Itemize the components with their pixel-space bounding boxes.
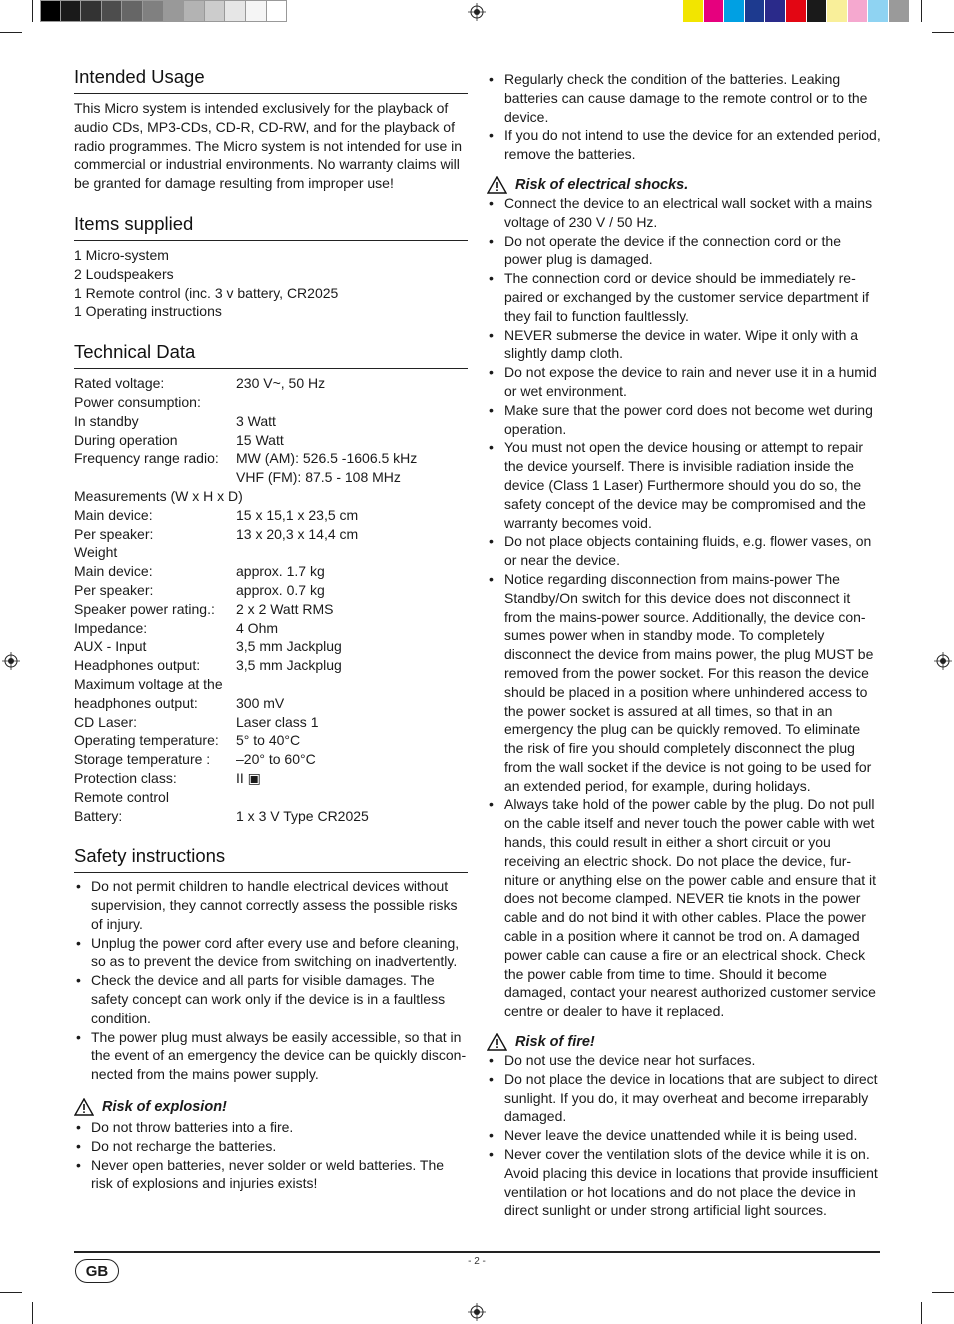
table-row	[74, 656, 468, 675]
spec-label: Battery:	[74, 807, 123, 824]
spec-label: Remote control	[74, 788, 169, 805]
color-swatch	[184, 0, 205, 22]
spec-value: VHF (FM): 87.5 - 108 MHz	[236, 469, 401, 486]
technical-data-section	[74, 341, 468, 825]
spec-label: Main device:	[74, 563, 153, 580]
spec-value	[223, 675, 468, 694]
table-row	[74, 393, 468, 412]
list-item: 1 Operating instructions	[74, 303, 222, 320]
color-swatch	[868, 0, 889, 22]
safety-instructions-heading: Safety instructions	[74, 845, 468, 873]
warning-triangle-icon	[487, 1033, 507, 1051]
spec-value: approx. 1.7 kg	[236, 563, 325, 580]
cmyk-color-bar	[683, 0, 910, 22]
spec-value: II ▣	[236, 769, 261, 786]
warning-triangle-icon	[74, 1098, 94, 1116]
items-supplied-heading: Items supplied	[74, 213, 468, 241]
list-item: • Do not operate the device if the connection cord or the power plug is damaged.	[487, 232, 881, 270]
color-swatch	[765, 0, 786, 22]
list-item: • Do not use the device near hot surfaces.	[487, 1051, 881, 1070]
fire-warning-list	[487, 1051, 881, 1220]
spec-value: 1 x 3 V Type CR2025	[236, 807, 369, 824]
spec-value: MW (AM): 526.5 -1606.5 kHz	[236, 450, 418, 467]
spec-value: 3 Watt	[236, 412, 276, 429]
spec-label: Impedance:	[74, 619, 148, 636]
electrical-warning-heading	[487, 176, 881, 194]
spec-value: –20° to 60°C	[236, 751, 316, 768]
color-swatch	[81, 0, 102, 22]
list-item: 1 Micro-system	[74, 246, 169, 263]
color-swatch	[205, 0, 226, 22]
spec-label: Protection class:	[74, 769, 177, 786]
registration-mark-icon	[934, 652, 952, 670]
electrical-warning-list	[487, 194, 881, 1021]
color-swatch	[164, 0, 185, 22]
table-row	[74, 694, 468, 713]
spec-label: Weight	[74, 544, 118, 561]
list-item: • Do not expose the device to rain and never use it in a humid or wet environment.	[487, 363, 881, 401]
crop-mark	[32, 0, 33, 22]
table-row	[74, 581, 468, 600]
spec-label: In standby	[74, 412, 139, 429]
list-item: • Do not place objects containing fluids, e.g. flower vases, on or near the device.	[487, 532, 881, 570]
list-item: • The power plug must always be easily accessible, so that in the event of an emergency the device can be quickly discon-nected from the mains power supply.	[74, 1028, 468, 1084]
electrical-warning-title: Risk of electrical shocks.	[515, 176, 689, 193]
spec-label: During operation	[74, 431, 178, 448]
list-item: • If you do not intend to use the device for an extended period, remove the batteries.	[487, 126, 881, 164]
registration-mark-icon	[2, 652, 20, 670]
color-swatch	[807, 0, 828, 22]
table-row	[74, 412, 468, 431]
color-swatch	[40, 0, 61, 22]
spec-label	[74, 468, 236, 487]
table-row	[74, 506, 468, 525]
table-row	[74, 562, 468, 581]
list-item: • Never leave the device unattended while it is being used.	[487, 1126, 881, 1145]
list-item: • Notice regarding disconnection from mains-power The Standby/On switch for this device does not disconnect it from the mains-power source. Additionally, the device con-sumes power when in standby mode. To completely disconnect the device from mains power, the plug MUST be removed from the power socket. For this reason the device should be placed in a position where unhindered access to the power socket is assured at all times, so that in an emergency the plug can be quickly removed. To eliminate the risk of fire you should completely disconnect the plug from the wall socket if the device is not going to be used for an extended period, for example, during holidays.	[487, 570, 881, 796]
spec-value: 15 Watt	[236, 431, 284, 448]
spec-value	[169, 788, 468, 807]
safety-instructions-list	[74, 877, 468, 1084]
spec-label: Headphones output:	[74, 657, 201, 674]
spec-label: Operating temperature:	[74, 732, 219, 749]
color-swatch	[745, 0, 766, 22]
grayscale-color-bar	[40, 0, 287, 22]
crop-mark	[32, 1302, 33, 1324]
list-item: • Check the device and all parts for visible damages. The safety concept can work only if the device is in a faultless condition.	[74, 971, 468, 1027]
list-item: • Never open batteries, never solder or weld batteries. The risk of explosions and injuries exists!	[74, 1156, 468, 1194]
table-row	[74, 619, 468, 638]
table-row	[74, 675, 468, 694]
spec-label: Per speaker:	[74, 581, 154, 598]
technical-data-table	[74, 374, 468, 825]
crop-mark	[921, 1302, 922, 1324]
spec-label: Power consumption:	[74, 393, 201, 410]
registration-mark-icon	[468, 3, 486, 21]
color-swatch	[724, 0, 745, 22]
footer-divider	[74, 1251, 880, 1253]
table-row	[74, 600, 468, 619]
right-column	[487, 70, 881, 1220]
table-row	[74, 769, 468, 788]
color-swatch	[683, 0, 704, 22]
color-swatch	[122, 0, 143, 22]
safety-instructions-section	[74, 845, 468, 1193]
items-supplied-list	[74, 246, 468, 321]
table-row	[74, 431, 468, 450]
list-item: • You must not open the device housing or attempt to repair the device yourself. There is invisible radiation inside the device (Class 1 Laser) Furthermore should you do so, the safety concept of the device may be compromised and the warranty becomes void.	[487, 438, 881, 532]
crop-mark	[0, 32, 22, 33]
table-row	[74, 543, 468, 562]
color-swatch	[246, 0, 267, 22]
list-item: • The connection cord or device should be immediately re-paired or exchanged by the customer service department if they fail to function faultlessly.	[487, 269, 881, 325]
list-item: 2 Loudspeakers	[74, 265, 174, 282]
fire-warning-heading	[487, 1033, 881, 1051]
color-swatch	[827, 0, 848, 22]
list-item: • Unplug the power cord after every use and before cleaning, so as to prevent the device from switching on inadvertently.	[74, 934, 468, 972]
spec-value: 2 x 2 Watt RMS	[236, 600, 334, 617]
spec-label: Maximum voltage at the	[74, 675, 223, 692]
table-row	[74, 713, 468, 732]
spec-label: Measurements (W x H x D)	[74, 487, 243, 504]
spec-value: 5° to 40°C	[236, 732, 301, 749]
spec-label: Main device:	[74, 506, 153, 523]
table-row	[74, 807, 468, 826]
spec-value: 300 mV	[236, 694, 285, 711]
spec-label: AUX - Input	[74, 638, 147, 655]
spec-label: Speaker power rating.:	[74, 600, 215, 617]
table-row	[74, 468, 468, 487]
table-row	[74, 788, 468, 807]
color-swatch	[786, 0, 807, 22]
color-swatch	[848, 0, 869, 22]
explosion-warning-heading	[74, 1098, 468, 1116]
spec-value: Laser class 1	[236, 713, 319, 730]
color-swatch	[889, 0, 910, 22]
warning-triangle-icon	[487, 176, 507, 194]
spec-value	[243, 487, 468, 506]
spec-value: 13 x 20,3 x 14,4 cm	[236, 525, 359, 542]
table-row	[74, 449, 468, 468]
spec-value: 4 Ohm	[236, 619, 279, 636]
fire-warning-title: Risk of fire!	[515, 1034, 595, 1051]
table-row	[74, 487, 468, 506]
table-row	[74, 731, 468, 750]
table-row	[74, 750, 468, 769]
list-item: • Do not throw batteries into a fire.	[74, 1118, 468, 1137]
list-item: • Do not place the device in locations that are subject to direct sunlight. If you do, it may overheat and become irreparably damaged.	[487, 1070, 881, 1126]
intended-usage-heading: Intended Usage	[74, 66, 468, 94]
color-swatch	[61, 0, 82, 22]
crop-mark	[932, 1292, 954, 1293]
spec-label: Rated voltage:	[74, 375, 165, 392]
explosion-warning-list	[74, 1118, 468, 1193]
color-swatch	[143, 0, 164, 22]
crop-mark	[0, 1292, 22, 1293]
list-item: • Make sure that the power cord does not become wet during operation.	[487, 401, 881, 439]
explosion-warning-title: Risk of explosion!	[102, 1099, 227, 1116]
spec-value: 230 V~, 50 Hz	[236, 375, 326, 392]
spec-label: Frequency range radio:	[74, 450, 219, 467]
registration-mark-icon	[468, 1303, 486, 1321]
list-item: 1 Remote control (inc. 3 v battery, CR2025	[74, 284, 339, 301]
color-swatch	[267, 0, 288, 22]
spec-label: headphones output:	[74, 694, 198, 711]
spec-value: approx. 0.7 kg	[236, 581, 325, 598]
list-item: • Always take hold of the power cable by the plug. Do not pull on the cable itself and never touch the power cable with wet hands, this could result in either a short circuit or you receiving an electric shock. Do not place the device, fur-niture or anything else on the power cable and ensure that it does not become clamped. NEVER tie knots in the power cable and do not bind it with other cables. Place the power cable in a position where it cannot be trod on. A damaged power cable can cause a fire or an electrical shock. Check the power cable from time to time. Should it become damaged, contact your nearest authorized customer service centre or dealer to have it replaced.	[487, 795, 881, 1021]
spec-label: Storage temperature :	[74, 751, 211, 768]
list-item: • Never cover the ventilation slots of the device while it is on. Avoid placing this device in locations that provide insufficient ventilation or hot locations and do not place the device in direct sunlight or under strong artificial light sources.	[487, 1145, 881, 1220]
page-number: - 2 -	[468, 1256, 486, 1267]
items-supplied-section	[74, 213, 468, 321]
battery-notes-list	[487, 70, 881, 164]
table-row	[74, 374, 468, 393]
color-swatch	[102, 0, 123, 22]
spec-value: 3,5 mm Jackplug	[236, 657, 342, 674]
table-row	[74, 637, 468, 656]
crop-mark	[921, 0, 922, 22]
list-item: • Connect the device to an electrical wall socket with a mains voltage of 230 V / 50 Hz.	[487, 194, 881, 232]
spec-label: CD Laser:	[74, 713, 138, 730]
spec-value	[201, 393, 468, 412]
list-item: • Regularly check the condition of the batteries. Leaking batteries can cause damage to the remote control or to the device.	[487, 70, 881, 126]
left-column	[74, 66, 468, 1213]
spec-label: Per speaker:	[74, 525, 154, 542]
language-badge: GB	[75, 1259, 119, 1283]
technical-data-heading: Technical Data	[74, 341, 468, 369]
crop-mark	[932, 32, 954, 33]
spec-value: 15 x 15,1 x 23,5 cm	[236, 506, 359, 523]
color-swatch	[704, 0, 725, 22]
color-swatch	[225, 0, 246, 22]
table-row	[74, 525, 468, 544]
intended-usage-text: This Micro system is intended exclusively for the playback of audio CDs, MP3-CDs, CD-R, CD-RW, and for the playback of radio programmes. The Micro system is not intended for use in commercial or industrial environments. No warranty claims will be granted for damage resulting from improper use!	[74, 100, 463, 192]
list-item: • Do not permit children to handle electrical devices without supervision, they cannot correctly assess the possible risks of injury.	[74, 877, 468, 933]
spec-value: 3,5 mm Jackplug	[236, 638, 342, 655]
list-item: • Do not recharge the batteries.	[74, 1137, 468, 1156]
list-item: • NEVER submerse the device in water. Wipe it only with a slightly damp cloth.	[487, 326, 881, 364]
intended-usage-section	[74, 66, 468, 193]
spec-value	[117, 543, 468, 562]
